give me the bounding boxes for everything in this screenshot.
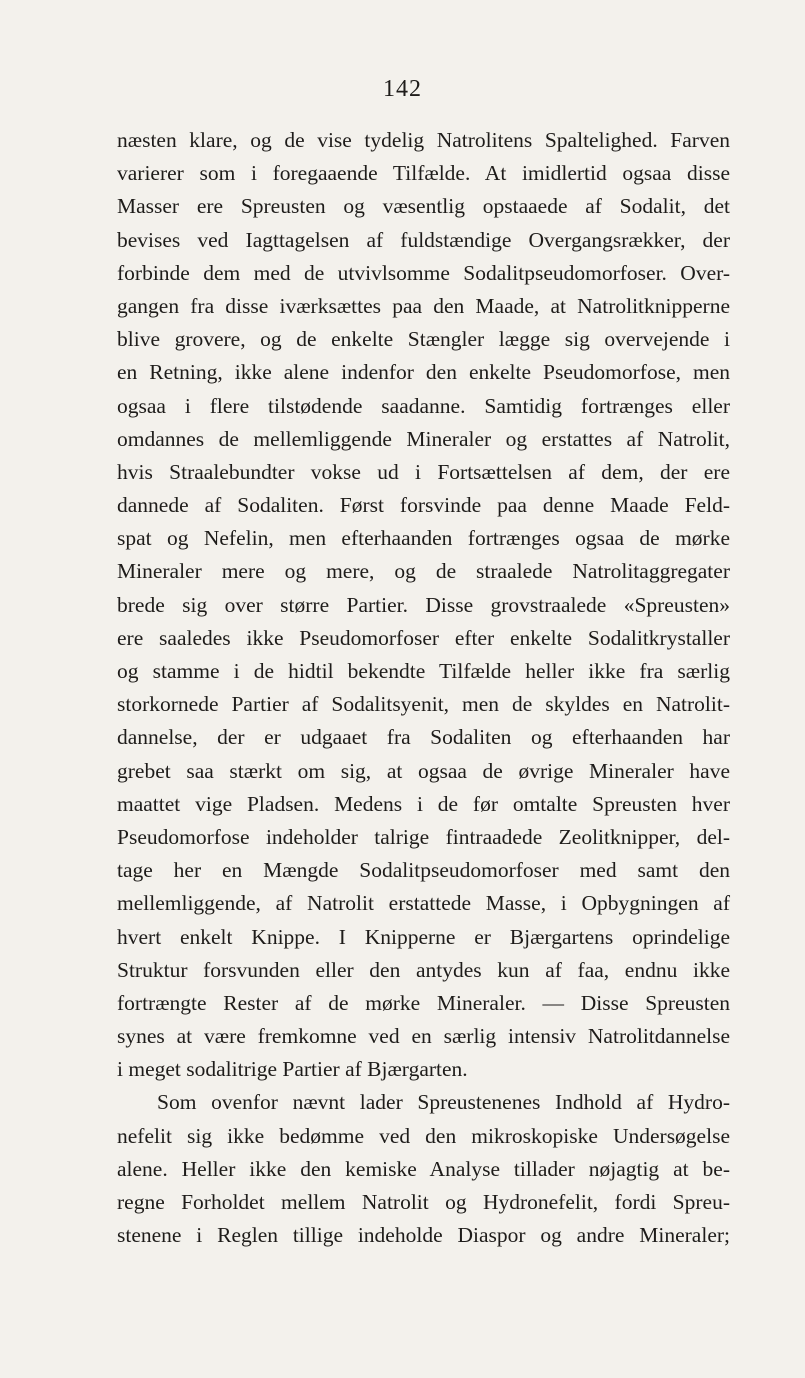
paragraph-end-line: i meget sodalitrige Partier af Bjærgarten. bbox=[117, 1057, 468, 1082]
text-line: Pseudomorfose indeholder talrige fintraadede Zeolitknipper, del- bbox=[117, 824, 730, 849]
text-line: gangen fra disse iværksættes paa den Maade, at Natrolitknipperne bbox=[117, 293, 730, 318]
text-line: nefelit sig ikke bedømme ved den mikroskopiske Undersøgelse bbox=[117, 1123, 730, 1148]
text-line: maattet vige Pladsen. Medens i de før omtalte Spreusten hver bbox=[117, 791, 730, 816]
paragraph-start-line: Som ovenfor nævnt lader Spreustenenes Indhold af Hydro- bbox=[157, 1090, 730, 1115]
text-line: grebet saa stærkt om sig, at ogsaa de øvrige Mineraler have bbox=[117, 758, 730, 783]
text-line: mellemliggende, af Natrolit erstattede Masse, i Opbygningen af bbox=[117, 891, 730, 916]
text-line: Struktur forsvunden eller den antydes kun af faa, endnu ikke bbox=[117, 957, 730, 982]
text-line: næsten klare, og de vise tydelig Natrolitens Spaltelighed. Farven bbox=[117, 128, 730, 152]
text-line: forbinde dem med de utvivlsomme Sodalitpseudomorfoser. Over- bbox=[117, 260, 730, 285]
text-line: varierer som i foregaaende Tilfælde. At imidlertid ogsaa disse bbox=[117, 161, 730, 186]
body-text bbox=[117, 124, 730, 1252]
text-line: en Retning, ikke alene indenfor den enkelte Pseudomorfose, men bbox=[117, 360, 730, 385]
text-line: stenene i Reglen tillige indeholde Diaspor og andre Mineraler; bbox=[117, 1223, 730, 1248]
text-line: Mineraler mere og mere, og de straalede Natrolitaggregater bbox=[117, 559, 730, 584]
text-line: omdannes de mellemliggende Mineraler og erstattes af Natrolit, bbox=[117, 426, 730, 451]
text-line: blive grovere, og de enkelte Stængler lægge sig overvejende i bbox=[117, 327, 730, 352]
page-number: 142 bbox=[383, 76, 422, 102]
text-line: synes at være fremkomne ved en særlig intensiv Natrolitdannelse bbox=[117, 1024, 730, 1049]
text-line: brede sig over større Partier. Disse grovstraalede «Spreusten» bbox=[117, 592, 730, 617]
text-line: og stamme i de hidtil bekendte Tilfælde heller ikke fra særlig bbox=[117, 659, 730, 683]
text-line: storkornede Partier af Sodalitsyenit, men de skyldes en Natrolit- bbox=[117, 692, 730, 717]
text-line: regne Forholdet mellem Natrolit og Hydronefelit, fordi Spreu- bbox=[117, 1190, 730, 1214]
text-line: Masser ere Spreusten og væsentlig opstaaede af Sodalit, det bbox=[117, 194, 730, 219]
text-line: hvis Straalebundter vokse ud i Fortsættelsen af dem, der ere bbox=[117, 459, 730, 484]
text-line: tage her en Mængde Sodalitpseudomorfoser med samt den bbox=[117, 858, 730, 883]
text-line: bevises ved Iagttagelsen af fuldstændige Overgangsrækker, der bbox=[117, 227, 730, 252]
text-line: ere saaledes ikke Pseudomorfoser efter enkelte Sodalitkrystaller bbox=[117, 625, 730, 650]
text-line: hvert enkelt Knippe. I Knipperne er Bjærgartens oprindelige bbox=[117, 924, 730, 949]
text-line: ogsaa i flere tilstødende saadanne. Samtidig fortrænges eller bbox=[117, 393, 730, 418]
text-line: spat og Nefelin, men efterhaanden fortrænges ogsaa de mørke bbox=[117, 526, 730, 551]
text-line: dannede af Sodaliten. Først forsvinde paa denne Maade Feld- bbox=[117, 493, 730, 518]
text-line: alene. Heller ikke den kemiske Analyse tillader nøjagtig at be- bbox=[117, 1156, 730, 1181]
text-line: fortrængte Rester af de mørke Mineraler. — Disse Spreusten bbox=[117, 990, 730, 1015]
text-line: dannelse, der er udgaaet fra Sodaliten og efterhaanden har bbox=[117, 725, 730, 750]
